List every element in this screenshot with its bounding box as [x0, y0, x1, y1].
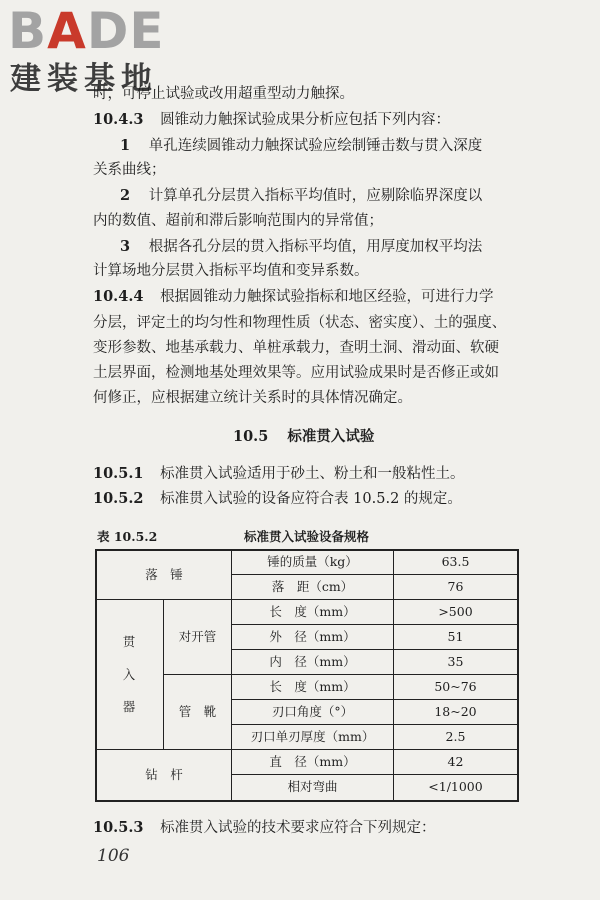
row-line — [231, 774, 519, 775]
logo-subtitle: 建装基地 — [10, 61, 158, 97]
row-line — [231, 699, 519, 700]
section-heading — [233, 427, 374, 447]
item-2 — [120, 186, 482, 206]
group-rod: 钻 杆 — [145, 767, 183, 782]
clause-10-4-4-line5: 何修正，应根据建立统计关系时的具体情况确定。 — [93, 390, 412, 406]
value-cell: 51 — [447, 629, 464, 644]
clause-text: 标准贯入试验的设备应符合表 10.5.2 的规定。 — [160, 491, 462, 507]
item-1 — [120, 136, 482, 156]
page-number: 106 — [97, 846, 130, 866]
clause-10-5-1 — [93, 464, 465, 484]
param-cell: 长 度（mm） — [269, 679, 356, 694]
clause-text: 标准贯入试验的技术要求应符合下列规定： — [160, 820, 436, 836]
param-cell: 内 径（mm） — [269, 654, 356, 669]
clause-10-4-3 — [93, 110, 450, 130]
value-cell: 35 — [447, 654, 464, 669]
top-fragment: 时，可停止试验或改用超重型动力触探。 — [93, 86, 354, 102]
clause-number: 10.5.2 — [93, 490, 144, 507]
param-cell: 落 距（cm） — [271, 579, 354, 594]
param-cell: 锤的质量（kg） — [267, 554, 358, 569]
clause-10-5-2 — [93, 489, 462, 509]
item-text: 根据各孔分层的贯入指标平均值，用厚度加权平均法 — [148, 239, 483, 255]
clause-10-5-3 — [93, 818, 436, 838]
group-penetrator-char: 贯 — [122, 634, 136, 649]
item-2-cont: 内的数值、超前和滞后影响范围内的异常值； — [93, 213, 383, 229]
clause-number: 10.5.3 — [93, 819, 144, 836]
param-cell: 直 径（mm） — [269, 754, 356, 769]
clause-number: 10.4.3 — [93, 111, 144, 128]
row-line — [163, 674, 519, 675]
group-split-tube: 对开管 — [178, 629, 217, 644]
item-3 — [120, 237, 482, 257]
value-cell: >500 — [438, 604, 473, 619]
clause-number: 10.4.4 — [93, 288, 144, 305]
clause-text: 根据圆锥动力触探试验指标和地区经验，可进行力学 — [160, 289, 494, 305]
value-cell: 50~76 — [434, 679, 477, 694]
section-number: 10.5 — [233, 428, 269, 445]
param-cell: 相对弯曲 — [287, 779, 338, 794]
param-cell: 刃口单刃厚度（mm） — [250, 729, 375, 744]
row-line — [95, 749, 519, 750]
clause-text: 标准贯入试验适用于砂土、粉土和一般粘性土。 — [160, 466, 465, 482]
value-cell: 76 — [447, 579, 464, 594]
value-cell: 18~20 — [434, 704, 477, 719]
table-border-right — [517, 549, 519, 802]
clause-10-4-4-line3: 变形参数、地基承载力、单桩承载力，查明土洞、滑动面、软硬 — [93, 340, 499, 356]
logo-wordmark: BADE — [8, 2, 165, 60]
row-line — [231, 649, 519, 650]
row-line — [231, 624, 519, 625]
group-penetrator-char: 器 — [122, 699, 136, 714]
section-title: 标准贯入试验 — [287, 428, 375, 445]
group-shoe: 管 靴 — [178, 704, 217, 719]
value-cell: 42 — [447, 754, 464, 769]
value-cell: 2.5 — [445, 729, 466, 744]
clause-10-4-4 — [93, 287, 494, 307]
row-line — [231, 724, 519, 725]
table-label: 表 10.5.2 — [97, 529, 158, 544]
item-text: 计算单孔分层贯入指标平均值时，应剔除临界深度以 — [148, 188, 483, 204]
group-penetrator-char: 入 — [122, 667, 136, 682]
row-line — [231, 574, 519, 575]
item-text: 单孔连续圆锥动力触探试验应绘制锤击数与贯入深度 — [148, 138, 483, 154]
param-cell: 刃口角度（°） — [271, 704, 354, 719]
item-1-cont: 关系曲线； — [93, 162, 166, 178]
param-cell: 外 径（mm） — [269, 629, 356, 644]
table-border-top — [95, 549, 519, 551]
value-cell: <1/1000 — [428, 779, 483, 794]
item-number: 2 — [120, 187, 131, 204]
item-number: 1 — [120, 137, 131, 154]
group-hammer: 落 锤 — [145, 567, 183, 582]
clause-10-4-4-line4: 土层界面，检测地基处理效果等。应用试验成果时是否修正或如 — [93, 365, 499, 381]
clause-10-4-4-line2: 分层，评定土的均匀性和物理性质（状态、密实度）、土的强度、 — [93, 315, 507, 331]
table-title: 标准贯入试验设备规格 — [244, 529, 370, 544]
table-border-left — [95, 549, 97, 802]
clause-text: 圆锥动力触探试验成果分析应包括下列内容： — [160, 112, 451, 128]
row-line — [95, 599, 519, 600]
param-cell: 长 度（mm） — [269, 604, 356, 619]
clause-number: 10.5.1 — [93, 465, 144, 482]
item-3-cont: 计算场地分层贯入指标平均值和变异系数。 — [93, 263, 369, 279]
table-border-bottom — [95, 800, 519, 802]
equipment-spec-table — [95, 549, 519, 802]
item-number: 3 — [120, 238, 131, 255]
value-cell: 63.5 — [441, 554, 470, 569]
